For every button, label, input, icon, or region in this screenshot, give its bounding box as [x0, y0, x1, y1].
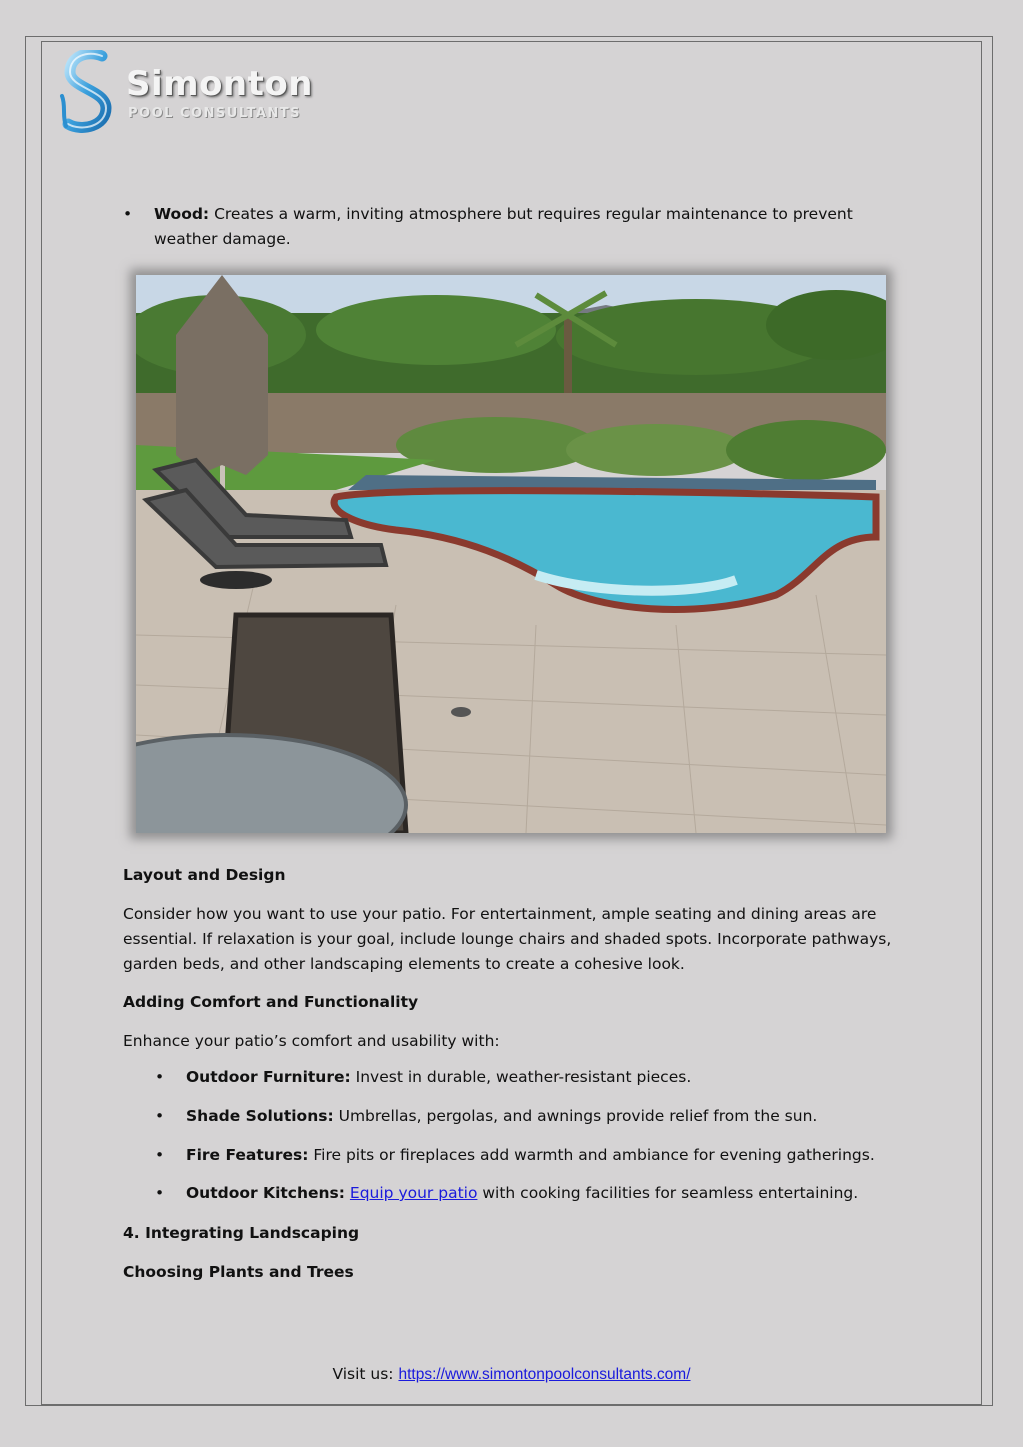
bullet-dot: • [155, 1068, 165, 1086]
bullet-dot: • [155, 1184, 165, 1202]
list-item [155, 1184, 858, 1202]
item-label: Fire Features: [186, 1146, 309, 1164]
layout-heading: Layout and Design [123, 866, 286, 884]
list-item [155, 1146, 875, 1164]
logo-s-icon [58, 50, 120, 136]
item-text: Umbrellas, pergolas, and awnings provide relief from the sun. [338, 1107, 818, 1125]
company-logo [58, 50, 318, 140]
bullet-dot: • [155, 1146, 165, 1164]
pool-photo [136, 275, 886, 833]
footer [0, 1365, 1023, 1384]
comfort-heading: Adding Comfort and Functionality [123, 993, 419, 1011]
list-item [155, 1068, 691, 1086]
landscaping-heading: 4. Integrating Landscaping [123, 1224, 360, 1242]
website-link[interactable]: https://www.simontonpoolconsultants.com/ [398, 1366, 691, 1383]
layout-paragraph: Consider how you want to use your patio. For entertainment, ample seating and dining areas are essential. If relaxation is your goal, include lounge chairs and shaded spots. Incorporate pathways, garden beds, and other landscaping elements to create a cohesive look. [123, 905, 892, 973]
pool-patio-photo-icon [136, 275, 886, 833]
item-label: Outdoor Furniture: [186, 1068, 351, 1086]
item-text: with cooking facilities for seamless entertaining. [482, 1184, 859, 1202]
comfort-intro: Enhance your patio’s comfort and usability with: [123, 1032, 500, 1050]
bullet-dot: • [123, 205, 133, 223]
logo-name: Simonton [126, 64, 313, 104]
equip-patio-link[interactable]: Equip your patio [349, 1184, 478, 1202]
wood-text: Creates a warm, inviting atmosphere but requires regular maintenance to prevent weather damage. [154, 205, 853, 248]
item-label: Shade Solutions: [186, 1107, 334, 1125]
bullet-dot: • [155, 1107, 165, 1125]
plants-heading: Choosing Plants and Trees [123, 1263, 354, 1281]
item-label: Outdoor Kitchens: [186, 1184, 345, 1202]
item-text: Fire pits or fireplaces add warmth and ambiance for evening gatherings. [313, 1146, 875, 1164]
footer-prefix: Visit us: [332, 1365, 394, 1383]
wood-label: Wood: [154, 205, 210, 223]
wood-bullet [123, 202, 863, 252]
list-item [155, 1107, 817, 1125]
item-text: Invest in durable, weather-resistant pieces. [355, 1068, 692, 1086]
logo-tagline: POOL CONSULTANTS [128, 106, 301, 121]
